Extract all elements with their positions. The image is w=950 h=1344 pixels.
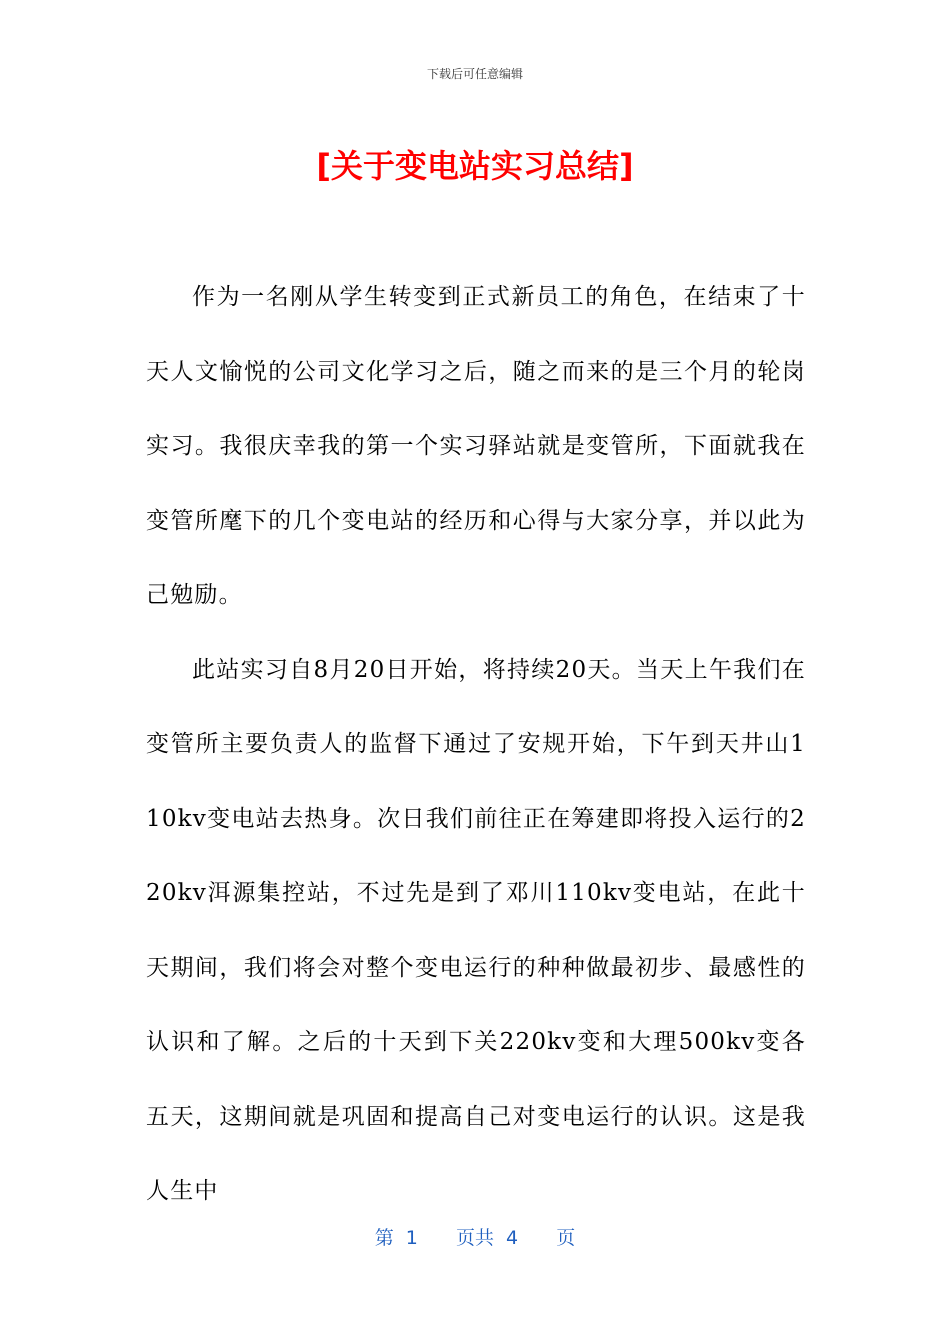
document-title: [关于变电站实习总结] — [316, 147, 634, 185]
current-page-number: 1 — [405, 1227, 418, 1249]
document-body — [146, 260, 806, 1229]
page-prefix: 第 — [374, 1227, 394, 1249]
page-suffix: 页 — [556, 1227, 576, 1249]
page-mid: 页共 — [455, 1227, 494, 1249]
page-footer — [0, 1224, 950, 1252]
paragraph-1: 作为一名刚从学生转变到正式新员工的角色，在结束了十天人文愉悦的公司文化学习之后，随之而来的是三个月的轮岗实习。我很庆幸我的第一个实习驿站就是变管所，下面就我在变管所麾下的几个变电站的经历和心得与大家分享，并以此为己勉励。 — [146, 284, 806, 608]
total-pages-number: 4 — [506, 1227, 519, 1249]
header-note: 下载后可任意编辑 — [426, 67, 523, 81]
paragraph-2: 此站实习自8月20日开始，将持续20天。当天上午我们在变管所主要负责人的监督下通过了安规开始，下午到天井山110kv变电站去热身。次日我们前往正在筹建即将投入运行的220kv洱源集控站，不过先是到了邓川110kv变电站，在此十天期间，我们将会对整个变电运行的种种做最初步、最感性的认识和了解。之后的十天到下关220kv变和大理500kv变各五天，这期间就是巩固和提高自己对变电运行的认识。这是我人生中 — [146, 656, 806, 1204]
